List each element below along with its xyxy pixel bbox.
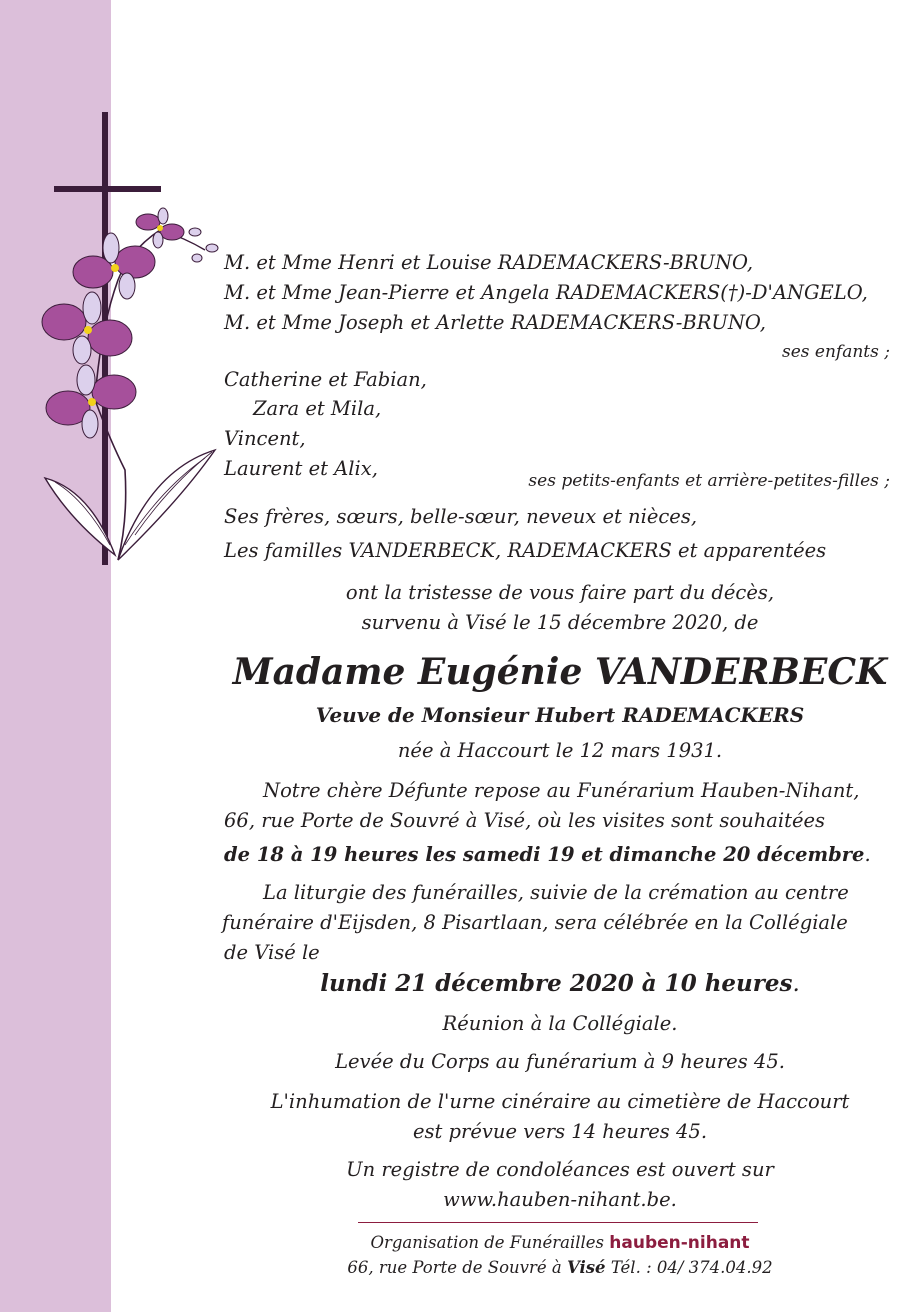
grandchild-line-1: Catherine et Fabian, bbox=[224, 368, 427, 391]
burial-line-1: L'inhumation de l'urne cinéraire au cimetière de Haccourt bbox=[270, 1090, 850, 1113]
visits-times-bold: de 18 à 19 heures les samedi 19 et dimanche 20 décembre bbox=[224, 843, 865, 866]
grandchild-line-2: Zara et Mila, bbox=[253, 397, 382, 420]
meeting-line: Réunion à la Collégiale. bbox=[442, 1012, 678, 1035]
liturgy-date-bold: lundi 21 décembre 2020 à 10 heures bbox=[320, 970, 793, 997]
footer-divider bbox=[358, 1222, 758, 1223]
deceased-name: Madame Eugénie VANDERBECK bbox=[232, 651, 888, 693]
families-line: Les familles VANDERBECK, RADEMACKERS et apparentées bbox=[224, 539, 827, 562]
liturgy-line-3: de Visé le bbox=[224, 941, 320, 964]
departure-line: Levée du Corps au funérarium à 9 heures 45. bbox=[335, 1050, 785, 1073]
grandchild-line-4: Laurent et Alix, bbox=[224, 457, 378, 480]
visits-times bbox=[224, 843, 871, 867]
announcement-line-1: ont la tristesse de vous faire part du décès, bbox=[345, 581, 775, 604]
deceased-birth: née à Haccourt le 12 mars 1931. bbox=[397, 739, 723, 762]
liturgy-period: . bbox=[792, 971, 800, 997]
announcement-line-2: survenu à Visé le 15 décembre 2020, de bbox=[361, 611, 759, 634]
footer-city: Visé bbox=[566, 1258, 606, 1277]
siblings-line: Ses frères, sœurs, belle-sœur, neveux et nièces, bbox=[224, 505, 698, 528]
cross-orchid-icon bbox=[0, 100, 230, 580]
register-line-2: www.hauben-nihant.be. bbox=[443, 1188, 677, 1211]
register-line-1: Un registre de condoléances est ouvert sur bbox=[346, 1158, 774, 1181]
liturgy-date bbox=[215, 970, 905, 998]
footer-brand: hauben-nihant bbox=[609, 1233, 750, 1253]
grandchildren-label: ses petits-enfants et arrière-petites-filles ; bbox=[528, 471, 890, 491]
visits-line-1: Notre chère Défunte repose au Funérarium Hauben-Nihant, bbox=[263, 779, 860, 802]
visits-period: . bbox=[864, 843, 871, 866]
footer-address-text: 66, rue Porte de Souvré à bbox=[347, 1258, 562, 1277]
footer-org bbox=[215, 1231, 905, 1255]
deceased-spouse: Veuve de Monsieur Hubert RADEMACKERS bbox=[315, 703, 805, 727]
burial-line-2: est prévue vers 14 heures 45. bbox=[412, 1120, 708, 1143]
footer-address bbox=[215, 1256, 905, 1280]
child-line-1: M. et Mme Henri et Louise RADEMACKERS-BRUNO, bbox=[224, 251, 754, 274]
footer-org-text: Organisation de Funérailles bbox=[370, 1233, 605, 1252]
liturgy-line-2: funéraire d'Eijsden, 8 Pisartlaan, sera célébrée en la Collégiale bbox=[222, 911, 848, 934]
child-line-3: M. et Mme Joseph et Arlette RADEMACKERS-BRUNO, bbox=[224, 311, 766, 334]
visits-line-2: 66, rue Porte de Souvré à Visé, où les visites sont souhaitées bbox=[224, 809, 826, 832]
child-line-2: M. et Mme Jean-Pierre et Angela RADEMACKERS(†)-D'ANGELO, bbox=[224, 281, 868, 304]
footer-phone: Tél. : 04/ 374.04.92 bbox=[610, 1258, 773, 1277]
children-label: ses enfants ; bbox=[782, 342, 890, 362]
liturgy-line-1: La liturgie des funérailles, suivie de la crémation au centre bbox=[263, 881, 849, 904]
grandchild-line-3: Vincent, bbox=[224, 427, 306, 450]
